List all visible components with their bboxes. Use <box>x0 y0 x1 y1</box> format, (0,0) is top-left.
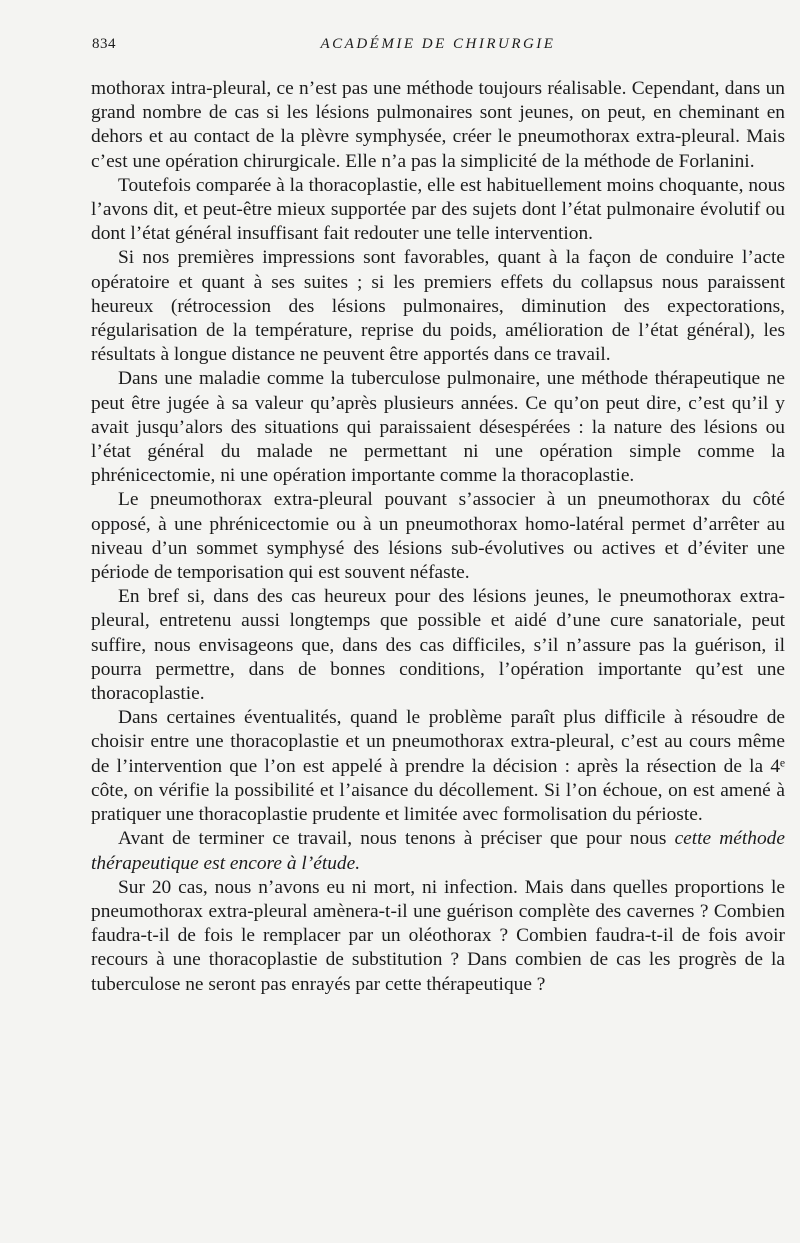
paragraph-4: Dans une maladie comme la tuberculose pulmonaire, une méthode thérapeutique ne peut être jugée à sa valeur qu’après plusieurs années. Ce qu’on peut dire, c’est qu’il y avait jusqu’alors des situations qui paraissaient désespérées : la nature des lésions ou l’état général du malade ne permettant ni une opération simple comme la phrénicectomie, ni une opération importante comme la thoracoplastie. <box>91 368 785 487</box>
paragraph-8 <box>91 827 785 875</box>
page-number: 834 <box>92 36 116 52</box>
paragraph-2: Toutefois comparée à la thoracoplastie, elle est habituellement moins choquante, nous l’avons dit, et peut-être mieux supportée par des sujets dont l’état pulmonaire évolutif ou dont l’état général insuffisant fait redouter une telle intervention. <box>91 174 785 245</box>
paragraph-9: Sur 20 cas, nous n’avons eu ni mort, ni infection. Mais dans quelles proportions le pneumothorax extra-pleural amènera-t-il une guérison complète des cavernes ? Combien faudra-t-il de fois le remplacer par un oléothorax ? Combien faudra-t-il de fois avoir recours à une thoracoplastie de substitution ? Dans combien de cas les progrès de la tuberculose ne seront pas enrayés par cette thérapeutique ? <box>91 876 785 995</box>
paragraph-6: En bref si, dans des cas heureux pour des lésions jeunes, le pneumothorax extra-pleural, entretenu aussi longtemps que possible et aidé d’une cure sanatoriale, peut suffire, nous envisageons que, dans des cas difficiles, s’il n’assure pas la guérison, il pourra permettre, dans de bonnes conditions, l’opération importante qu’est une thoracoplastie. <box>91 586 785 705</box>
paragraph-3: Si nos premières impressions sont favorables, quant à la façon de conduire l’acte opératoire et quant à ses suites ; si les premiers effets du collapsus nous paraissent heureux (rétrocession des lésions pulmonaires, diminution des expectorations, régularisation de la température, reprise du poids, amélioration de l’état général), les résultats à longue distance ne peuvent être apportés dans ce travail. <box>91 247 785 366</box>
paragraph-1: mothorax intra-pleural, ce n’est pas une méthode toujours réalisable. Cependant, dans un grand nombre de cas si les lésions pulmonaires sont jeunes, on peut, en cheminant en dehors et au contact de la plèvre symphysée, créer le pneumothorax extra-pleural. Mais c’est une opération chirurgicale. Elle n’a pas la simplicité de la méthode de Forlanini. <box>91 78 785 172</box>
body-text <box>91 77 785 997</box>
page-header <box>92 36 784 60</box>
paragraph-8-text: Avant de terminer ce travail, nous tenons à préciser que pour nous <box>118 828 667 850</box>
italic-statement: cette méthode thérapeutique est encore à l’étude. <box>91 828 785 874</box>
running-title: ACADÉMIE DE CHIRURGIE <box>320 36 556 52</box>
paragraph-7: Dans certaines éventualités, quand le problème paraît plus difficile à résoudre de choisir entre une thoracoplastie et un pneumothorax extra-pleural, c’est au cours même de l’intervention que l’on est appelé à prendre la décision : après la résection de la 4ᵉ côte, on vérifie la possibilité et l’aisance du décollement. Si l’on échoue, on est amené à pratiquer une thoracoplastie prudente et limitée avec formolisation du périoste. <box>91 707 785 826</box>
paragraph-5: Le pneumothorax extra-pleural pouvant s’associer à un pneumothorax du côté opposé, à une phrénicectomie ou à un pneumothorax homo-latéral permet d’arrêter au niveau d’un sommet symphysé des lésions sub-évolutives ou actives et d’éviter une période de temporisation qui est souvent néfaste. <box>91 489 785 584</box>
